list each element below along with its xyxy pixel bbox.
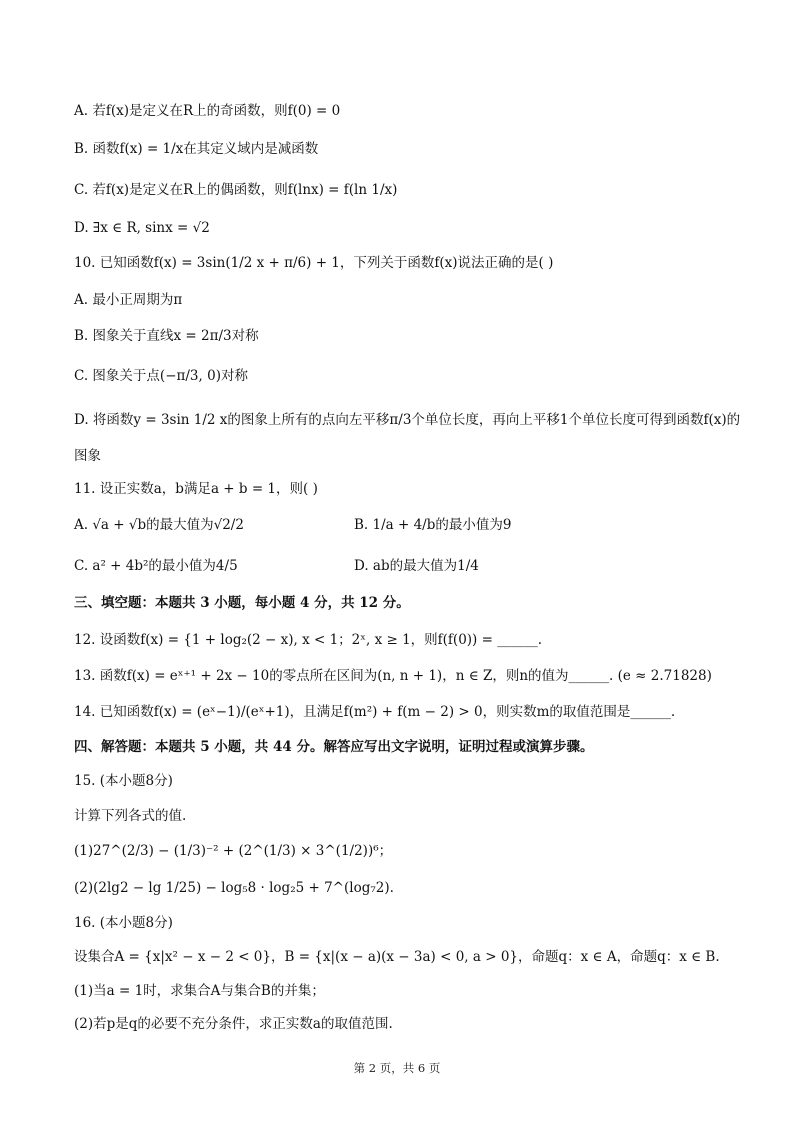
q11-option-d: D. ab的最大值为1/4 bbox=[354, 558, 479, 574]
q15-part2: (2)(2lg2 − lg 1/25) − log₅8 · log₂5 + 7^(log₇2). bbox=[74, 880, 394, 896]
q9-option-c: C. 若f(x)是定义在R上的偶函数，则f(lnx) = f(ln 1/x) bbox=[74, 182, 398, 198]
section-answers: 四、解答题：本题共 5 小题，共 44 分。解答应写出文字说明，证明过程或演算步骤。 bbox=[74, 739, 594, 755]
q9-option-b: B. 函数f(x) = 1/x在其定义域内是减函数 bbox=[74, 141, 319, 157]
q16-part2: (2)若p是q的必要不充分条件，求正实数a的取值范围. bbox=[74, 1016, 393, 1032]
q16-intro: 设集合A = {x|x² − x − 2 < 0}，B = {x|(x − a)(x − 3a) < 0, a > 0}，命题q：x ∈ A，命题q：x ∈ B. bbox=[74, 949, 720, 965]
q11-stem: 11. 设正实数a，b满足a + b = 1，则( ) bbox=[74, 481, 318, 497]
q15-title: 15. (本小题8分) bbox=[74, 773, 173, 789]
page-footer: 第 2 页，共 6 页 bbox=[353, 1061, 441, 1075]
q10-option-a: A. 最小正周期为π bbox=[74, 292, 183, 308]
q10-option-d-cont: 图象 bbox=[74, 448, 101, 464]
q11-option-b: B. 1/a + 4/b的最小值为9 bbox=[354, 517, 512, 533]
q9-option-d: D. ∃x ∈ R, sinx = √2 bbox=[74, 220, 210, 236]
q10-option-b: B. 图象关于直线x = 2π/3对称 bbox=[74, 328, 259, 344]
q12: 12. 设函数f(x) = {1 + log₂(2 − x), x < 1；2ˣ, x ≥ 1，则f(f(0)) = ______. bbox=[74, 632, 543, 648]
q11-option-c: C. a² + 4b²的最小值为4/5 bbox=[74, 558, 238, 574]
q10-stem: 10. 已知函数f(x) = 3sin(1/2 x + π/6) + 1，下列关于函数f(x)说法正确的是( ) bbox=[74, 255, 554, 271]
q10-option-c: C. 图象关于点(−π/3, 0)对称 bbox=[74, 368, 248, 384]
q14: 14. 已知函数f(x) = (eˣ−1)/(eˣ+1)，且满足f(m²) + f(m − 2) > 0，则实数m的取值范围是______. bbox=[74, 704, 676, 720]
q11-option-a: A. √a + √b的最大值为√2/2 bbox=[74, 517, 244, 533]
section-fill-in: 三、填空题：本题共 3 小题，每小题 4 分，共 12 分。 bbox=[74, 595, 410, 611]
q9-option-a: A. 若f(x)是定义在R上的奇函数，则f(0) = 0 bbox=[74, 103, 341, 119]
q16-title: 16. (本小题8分) bbox=[74, 915, 173, 931]
q15-intro: 计算下列各式的值. bbox=[74, 808, 187, 824]
q13: 13. 函数f(x) = eˣ⁺¹ + 2x − 10的零点所在区间为(n, n + 1)，n ∈ Z，则n的值为______. (e ≈ 2.71828) bbox=[74, 668, 712, 684]
q15-part1: (1)27^(2/3) − (1/3)⁻² + (2^(1/3) × 3^(1/2))⁶； bbox=[74, 843, 393, 859]
q10-option-d: D. 将函数y = 3sin 1/2 x的图象上所有的点向左平移π/3个单位长度，再向上平移1个单位长度可得到函数f(x)的 bbox=[74, 412, 741, 428]
q16-part1: (1)当a = 1时，求集合A与集合B的并集； bbox=[74, 983, 325, 999]
